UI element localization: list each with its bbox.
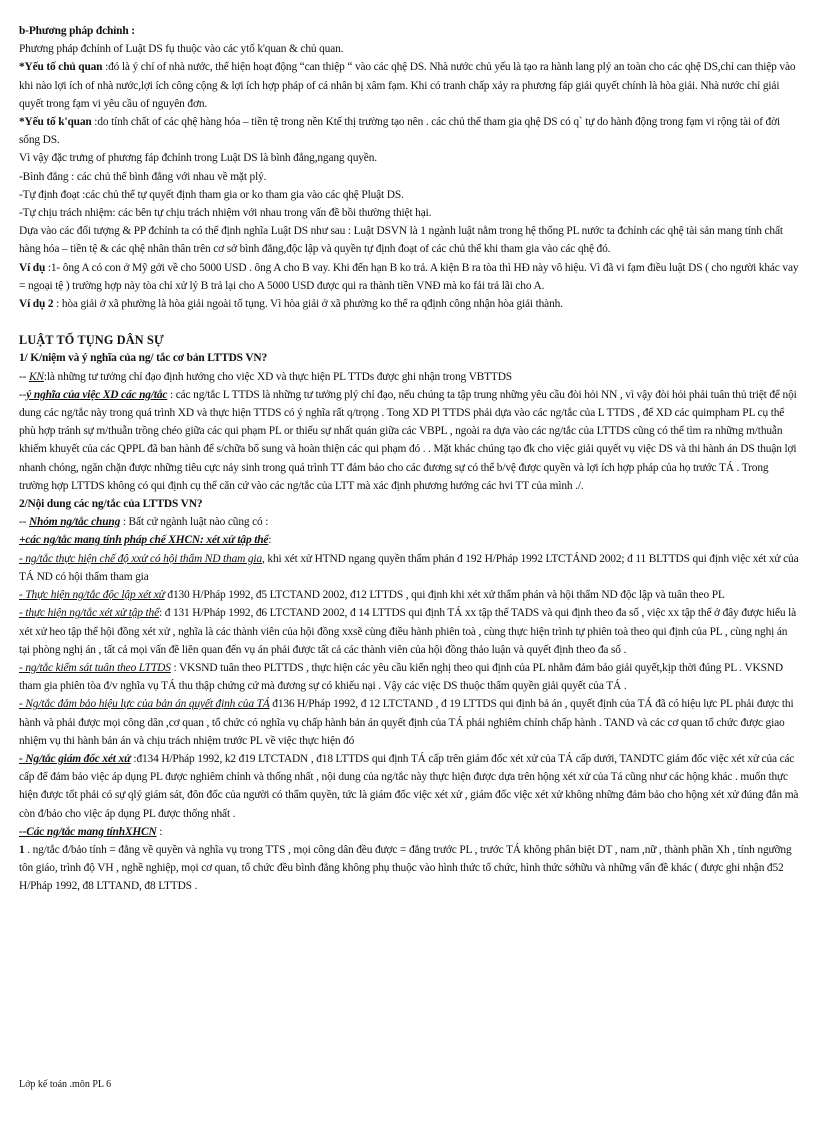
paragraph-socialist-legality: [19, 531, 799, 549]
term-label: Ví dụ 2: [19, 298, 54, 311]
paragraph-procuracy-supervision: [19, 659, 799, 695]
paragraph-text: đ130 H/Pháp 1992, đ5 LTCTAND 2002, đ12 LTTDS , qui định khi xét xử thẩm phán và hội thẩm ND độc lập và tuân theo PL: [164, 589, 725, 602]
paragraph-subjective-factor: [19, 58, 799, 113]
section-heading-method: b-Phương pháp đchỉnh :: [19, 25, 135, 37]
term-label: - Ng/tắc giám đốc xét xử: [19, 752, 131, 765]
term-label: - Ng/tắc đảm bảo hiệu lực của bản án quyết định của TÁ: [19, 698, 270, 711]
document-body: [19, 22, 799, 896]
paragraph-collective-trial: [19, 604, 799, 659]
term-label: - ng/tắc kiểm sát tuân theo LTTDS: [19, 661, 171, 674]
paragraph-example-1: [19, 259, 799, 295]
term-label: - thực hiện ng/tắc xét xử tập thể: [19, 607, 160, 620]
paragraph-text: :đó là ý chí of nhà nước, thể hiện hoạt động “can thiệp “ vào các qhệ DS. Nhà nước chủ yếu là tạo ra hành lang plý an toàn cho các qhệ DS,chỉ can thiệp vào khi nào lợi ích of nhà nước,lợi ích công cộng & lợi ích hợp pháp of cá nhân bị xâm fạm. Khi có tranh chấp xảy ra phương fáp giải quyết chính là hòa giải. Nhà nước chỉ giải quyết trong fạm vi yêu cầu of nguyên đơn.: [19, 61, 796, 110]
question-heading-1: 1/ K/niệm và ý nghĩa của ng/ tắc cơ bản LTTDS VN?: [19, 352, 268, 365]
term-label: - ng/tắc thực hiện chế độ xxử có hội thẩm ND tham gia: [19, 552, 262, 565]
paragraph-text: :: [268, 534, 272, 547]
bullet-prefix: --: [19, 388, 27, 401]
paragraph-judgment-validity: [19, 695, 799, 750]
term-label: --Các ng/tắc mang tínhXHCN: [19, 825, 157, 838]
paragraph-text: : các ng/tắc L TTDS là những tư tưởng plý chỉ đạo, nếu chúng ta tập trung những yêu cầu đòi hỏi NN , vì vậy đòi hỏi phải tuân thủ triệt để nội dung các ng/tắc này trong quá trình XD và thực hiện TTDS có ý nghĩa rất q/trọng . Tong XD Pl TTDS phải dựa vào các ng/tắc của L TTDS , để XD các quimpham PL cụ thể phù hợp tránh sự m/thuẫn trồng chéo giữa các qui phạm PL or thiếu sự nhất quán giữa các VBPL , ngoài ra dựa vào các ng/tắc của LTTDS cũng có thể tìm ra những m/thuẫn khiếm khuyết của các QPPL đã ban hành để s/chữa bổ sung và hoàn thiện các qui phạm đó . . Mặt khác chúng tạo đk cho việc giải quyết vụ việc DS và thi hành án DS thuận lợi nhanh chóng, ngăn chặn được những tiêu cực nảy sinh trong quá trình TT đảm bảo cho các đương sự có thể b/vệ được quyền và lợi ích hợp pháp của họ trước TÁ . Trong trường hợp LTTDS không có qui định cụ thể căn cứ vào các ng/tắc của LTT mà xác định phương hướng các hvi TT của mình ./.: [19, 388, 797, 492]
paragraph-text: : VKSND tuân theo PLTTDS , thực hiện các yêu cầu kiến nghị theo qui định của PL nhằm đảm bảo giải quyết,kịp thời đúng PL . VKSND tham gia phiên tòa đ/v nghĩa vụ TÁ thu thập chứng cứ mà đương sự có khiếu nại . Vậy các việc DS thuộc thẩm quyền giải quyết của TÁ .: [19, 661, 783, 693]
paragraph-example-2: [19, 295, 799, 313]
paragraph-text: . ng/tắc đ/bảo tính = đẳng về quyền và nghĩa vụ trong TTS , mọi công dân đều được = đẳng trước PL , trước TÁ không phân biệt DT , nam ,nữ , thành phần Xh , tính ngưỡng tôn giáo, trình độ VH , nghề nghiệp, mọi cơ quan, tổ chức đều bình đẳng không phụ thuộc vào hình thức tổ chức, hình thức sởhữu và những vấn đề khác ( được ghi nhận đ52 H/Pháp 1992, đ8 LTTAND, đ8 LTTDS .: [19, 843, 792, 893]
paragraph-text: :đ134 H/Pháp 1992, k2 đ19 LTCTADN , đ18 LTTDS qui định TÁ cấp trên giám đốc xét xử của TÁ cấp dưới, TANDTC giám đốc việc xét xử của các cấp để đảm bảo việc áp dụng PL được nghiêm chỉnh và thống nhất , nội dung của ng/tắc này thực hiện được dựa trên hộng xét xử của Tá cũng như các hộng khác . muốn thực hiện được tốt phải có sự qlý giám sát, đôn đốc của người có thẩm quyền, tức là giám đốc việc xét xử , giám đốc việc xét xử không những đảm bảo cho hộng xét xử đúng đắn mà còn đ/bảo cho việc áp dụng PL được thống nhất .: [19, 752, 799, 820]
paragraph-method-intro: Phương pháp đchỉnh of Luật DS fụ thuộc vào các ytố k'quan & chủ quan.: [19, 43, 344, 56]
paragraph-text: :: [156, 825, 163, 838]
paragraph-socialist-principles: [19, 823, 799, 841]
paragraph-text: :do tính chất of các qhệ hàng hóa – tiền tệ trong nền Ktế thị trường tạo nên . các chủ thể tham gia qhệ DS có q` tự do hành động trong fạm vi rộng tài of đời sống DS.: [19, 116, 780, 147]
paragraph-equality-principle: [19, 841, 799, 896]
term-label: +các ng/tắc mang tính pháp chế XHCN: xét xử tập thể: [19, 534, 269, 547]
paragraph-significance: [19, 386, 799, 495]
paragraph-cassation: [19, 750, 799, 823]
paragraph-people-assessor: [19, 550, 799, 586]
paragraph-text: , khi xét xử HTND ngang quyền thẩm phán đ 192 H/Pháp 1992 LTCTÁND 2002; đ 11 BLTTDS qui định việc xét xử của TÁ ND có hội thẩm tham gia: [19, 552, 799, 583]
bullet-prefix: --: [19, 370, 29, 383]
question-heading-2: 2/Nội dung các ng/tắc của LTTDS VN?: [19, 498, 203, 511]
spacer: [19, 313, 799, 331]
bullet-prefix: --: [19, 516, 29, 529]
paragraph-independent-trial: [19, 586, 799, 604]
paragraph-general-group: [19, 513, 799, 531]
term-label: 1: [19, 843, 25, 856]
term-label: Ví dụ: [19, 261, 46, 274]
paragraph-equality: -Bình đẳng : các chủ thể bình đẳng với nhau về mặt plý.: [19, 170, 267, 183]
paragraph-self-determination: -Tự định đoạt :các chủ thể tự quyết định tham gia or ko tham gia vào các qhệ Pluật DS.: [19, 188, 404, 201]
term-label: ý nghĩa của việc XD các ng/tắc: [26, 388, 168, 401]
paragraph-responsibility: -Tự chịu trách nhiệm: các bên tự chịu trách nhiệm với nhau trong vấn đề bồi thường thiệt hại.: [19, 207, 432, 220]
page-title: LUẬT TỐ TỤNG DÂN SỰ: [19, 333, 164, 348]
term-label: *Yếu tố chủ quan: [19, 61, 103, 74]
term-label: *Yếu tố k'quan: [19, 116, 92, 129]
paragraph-concept: [19, 368, 799, 386]
paragraph-text: : đ 131 H/Pháp 1992, đ6 LTCTAND 2002, đ 14 LTTDS qui định TÁ xx tập thể TADS và qui định theo đa số , việc xx tập thể ở đây được hiểu là xét xử heo tập thể hội đồng xét xử , nghĩa là các thành viên của hội đồng xxsẽ cùng điều hành phiên toà , cùng thực hiện trình tự phiên toà theo qui định của PL , cùng nghị án tại phòng nghị án , tất cả mọi vấn đề liên quan đến vụ án phải được tất cả các thành viên của hội đồng thảo luận và quyết định theo đa số .: [19, 607, 796, 656]
paragraph-objective-factor: [19, 113, 799, 149]
paragraph-text: : hòa giải ở xã phường là hòa giải ngoài tố tụng. Vì hòa giải ở xã phường ko thể ra qđịnh công nhận hòa giải thành.: [53, 298, 563, 311]
term-label: Nhóm ng/tắc chung: [28, 516, 121, 529]
paragraph-characteristic: Vì vậy đặc trưng of phương fáp đchỉnh trong Luật DS là bình đẳng,ngang quyền.: [19, 152, 377, 165]
paragraph-text: :là những tư tưởng chỉ đạo định hướng cho việc XD và thực hiện PL TTDs được ghi nhận trong VBTTDS: [43, 370, 512, 383]
page-footer: Lớp kế toán .môn PL 6: [19, 1079, 112, 1090]
paragraph-text: đ136 H/Pháp 1992, đ 12 LTCTAND , đ 19 LTTDS qui định bả án , quyết định của TÁ đã có hiệu lực PL phải được thi hành và phải được mọi công dân ,cơ quan , tổ chức có nghĩa vụ chấp hành bản án quyết định của TÁ phải nghiêm chỉnh chấp hành . TAND và các cơ quan tổ chức được giao nhiệm vụ thi hành bản án và chịu trách nhiệm trước PL về việc thực hiện đó: [19, 698, 794, 747]
term-label: KN: [28, 370, 44, 383]
paragraph-text: : Bất cứ ngành luật nào cũng có :: [120, 516, 269, 529]
term-label: - Thực hiện ng/tắc độc lập xét xử: [19, 589, 165, 602]
paragraph-definition: Dựa vào các đối tượng & PP đchỉnh ta có thể định nghĩa Luật DS như sau : Luật DSVN là 1 ngành luật nằm trong hệ thống PL nước ta đchỉnh các qhệ tài sản mang tính chất hàng hóa – tiền tệ & các qhệ nhân thân trên cơ sở bình đẳng,độc lập và quyền tự định đoạt of các chủ thể khi tham gia vào các qhệ đó.: [19, 225, 783, 256]
paragraph-text: :1- ông A có con ở Mỹ gởi về cho 5000 USD . ông A cho B vay. Khi đến hạn B ko trả. A kiện B ra tòa thì HĐ này vô hiệu. Vì đã vi fạm điều luật DS ( cho người khác vay = ngoại tệ ) trường hợp này tòa chỉ xử lý B trả lại cho A 5000 USD được qui ra thành tiền VNĐ mà ko fải trả lãi cho A.: [19, 261, 799, 292]
